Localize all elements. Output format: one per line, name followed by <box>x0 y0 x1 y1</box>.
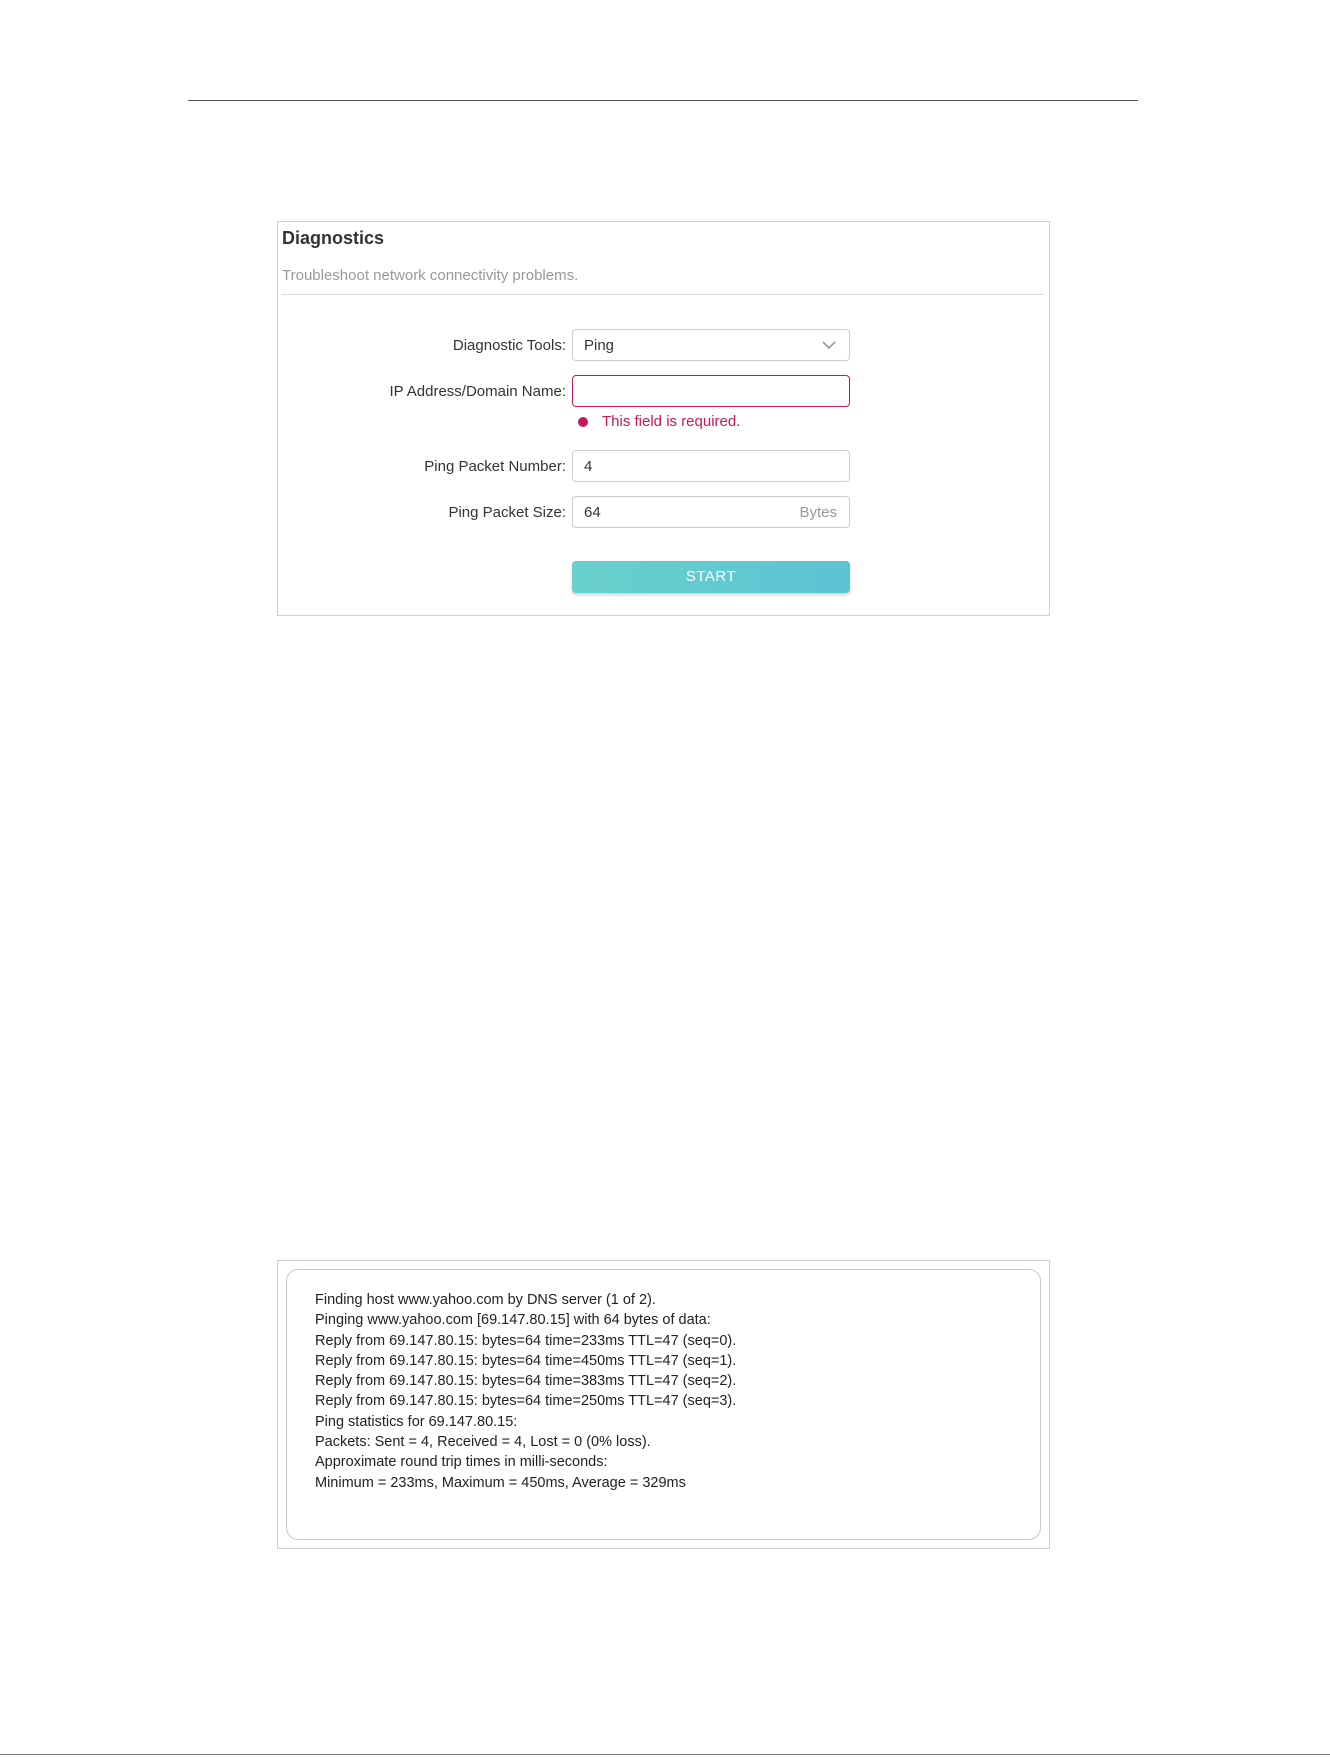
ip-address-input[interactable] <box>573 376 849 406</box>
page-footer-rule <box>0 1754 1330 1755</box>
error-dot-icon <box>578 417 588 427</box>
ping-result-line: Reply from 69.147.80.15: bytes=64 time=450ms TTL=47 (seq=1). <box>315 1352 737 1369</box>
error-text: This field is required. <box>602 413 741 430</box>
ping-result-lines <box>315 1290 736 1493</box>
ip-address-label: IP Address/Domain Name: <box>389 383 566 400</box>
panel-divider <box>282 294 1044 295</box>
diagnostic-tools-select[interactable] <box>572 329 850 361</box>
packet-number-label: Ping Packet Number: <box>424 458 566 475</box>
ping-result-line: Reply from 69.147.80.15: bytes=64 time=233ms TTL=47 (seq=0). <box>315 1332 737 1349</box>
chevron-down-icon <box>821 338 837 352</box>
ping-result-line: Approximate round trip times in milli-seconds: <box>315 1454 608 1471</box>
ping-result-box <box>286 1269 1041 1540</box>
diagnostics-panel <box>277 221 1050 616</box>
packet-size-label: Ping Packet Size: <box>448 504 566 521</box>
packet-size-unit: Bytes <box>799 504 837 521</box>
page-header-rule <box>188 100 1138 101</box>
ping-result-line: Ping statistics for 69.147.80.15: <box>315 1413 518 1430</box>
ping-result-line: Pinging www.yahoo.com [69.147.80.15] with 64 bytes of data: <box>315 1312 711 1329</box>
ping-result-panel <box>277 1260 1050 1549</box>
ip-address-field[interactable] <box>572 375 850 407</box>
ping-result-line: Packets: Sent = 4, Received = 4, Lost = 0 (0% loss). <box>315 1434 651 1451</box>
panel-title: Diagnostics <box>282 228 385 248</box>
ping-result-line: Finding host www.yahoo.com by DNS server (1 of 2). <box>315 1292 656 1308</box>
ip-address-row <box>278 375 1049 407</box>
diagnostic-tools-row <box>278 329 1049 361</box>
panel-subtitle: Troubleshoot network connectivity problems. <box>282 267 579 284</box>
packet-size-row <box>278 496 1049 528</box>
start-button[interactable]: START <box>572 561 850 593</box>
ip-address-error-row <box>278 413 1049 433</box>
packet-number-field[interactable] <box>572 450 850 482</box>
ping-result-line: Reply from 69.147.80.15: bytes=64 time=250ms TTL=47 (seq=3). <box>315 1393 737 1410</box>
diagnostic-tools-value: Ping <box>584 337 615 354</box>
packet-size-field[interactable] <box>572 496 850 528</box>
packet-number-input[interactable] <box>573 451 849 481</box>
ping-result-line: Minimum = 233ms, Maximum = 450ms, Average = 329ms <box>315 1474 686 1491</box>
diagnostic-tools-label: Diagnostic Tools: <box>452 337 566 354</box>
ping-result-line: Reply from 69.147.80.15: bytes=64 time=383ms TTL=47 (seq=2). <box>315 1373 737 1390</box>
packet-number-row <box>278 450 1049 482</box>
